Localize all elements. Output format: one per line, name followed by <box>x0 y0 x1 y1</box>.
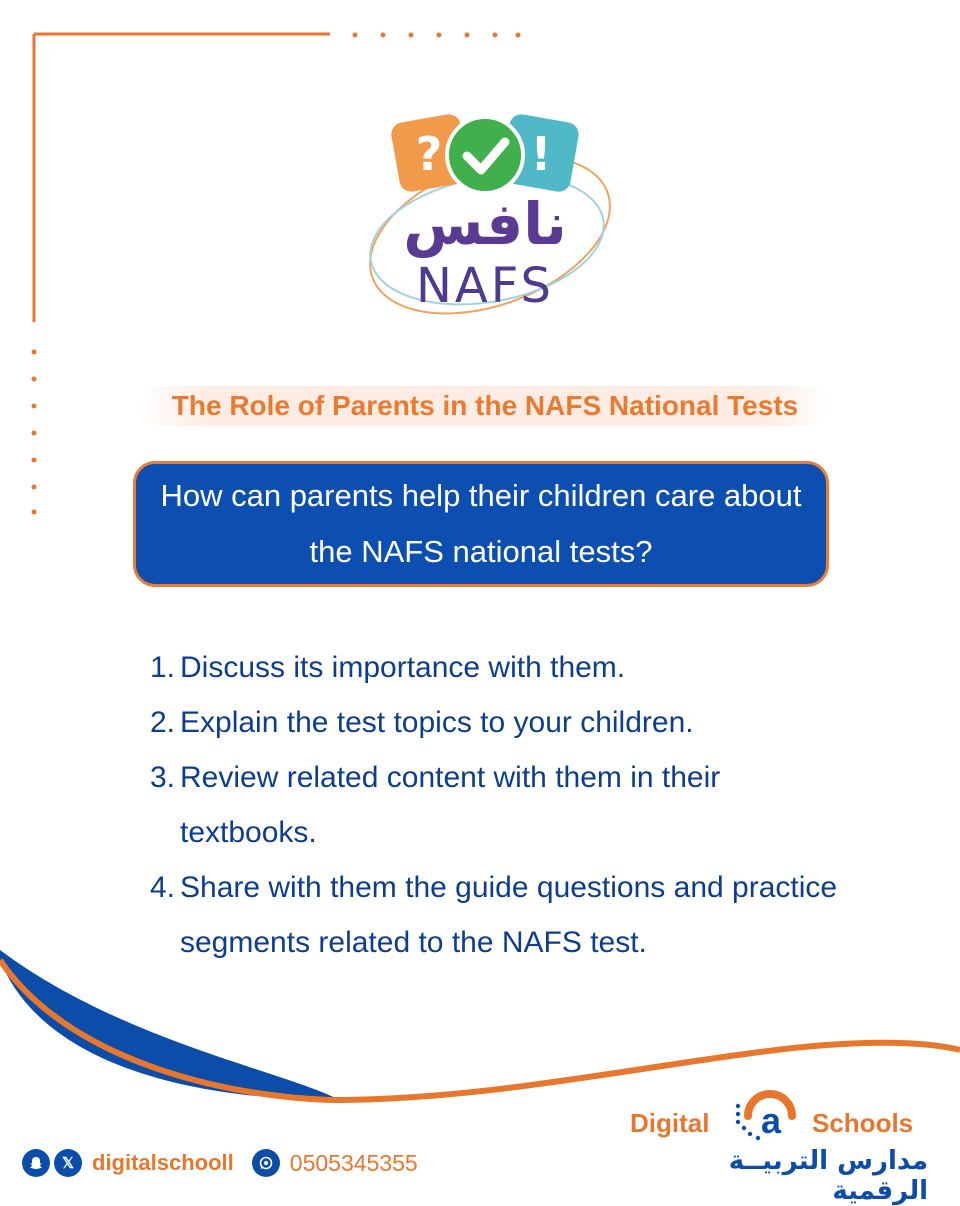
brand-arabic: مدارس التربيــة الرقمية <box>728 1146 928 1206</box>
question-box <box>133 461 829 587</box>
tips-list <box>150 640 850 970</box>
snapchat-icon[interactable] <box>22 1149 50 1177</box>
x-icon[interactable]: 𝕏 <box>54 1149 82 1177</box>
page-subtitle <box>140 386 830 426</box>
phone-number[interactable]: 0505345355 <box>289 1149 418 1176</box>
list-item <box>150 750 750 860</box>
list-item-text: Share with them the guide questions and practice segments related to the NAFS test. <box>180 871 838 959</box>
list-item-text: Review related content with them in their textbooks. <box>180 761 721 849</box>
check-icon <box>447 117 523 193</box>
list-item <box>150 640 850 695</box>
list-item <box>150 695 850 750</box>
brand-schools: Schools <box>812 1108 914 1138</box>
subtitle-text: The Role of Parents in the NAFS National Tests <box>171 390 799 421</box>
brand-at-icon <box>730 1076 810 1148</box>
logo-question-mark: ? <box>415 127 443 181</box>
list-item-text: Discuss its importance with them. <box>180 651 626 684</box>
footer-contacts <box>22 1148 418 1178</box>
list-item-text: Explain the test topics to your children. <box>180 706 694 739</box>
social-handle[interactable]: digitalschooll <box>92 1150 234 1175</box>
question-text: How can parents help their children care about the NAFS national tests? <box>160 478 802 569</box>
logo-exclamation-mark: ! <box>530 127 552 181</box>
list-item-number: 4. <box>150 871 176 904</box>
logo-arabic <box>355 190 615 258</box>
list-item <box>150 860 840 970</box>
logo-arabic-text: نافس <box>403 190 567 258</box>
list-item-number: 2. <box>150 706 176 739</box>
list-item-number: 1. <box>150 651 176 684</box>
logo-english-text: NAFS <box>416 258 554 314</box>
brand-digital: Digital <box>630 1108 710 1138</box>
brand-at-letter: a <box>760 1100 782 1141</box>
whatsapp-icon[interactable] <box>252 1149 280 1177</box>
logo-english <box>355 258 615 314</box>
list-item-number: 3. <box>150 761 176 794</box>
